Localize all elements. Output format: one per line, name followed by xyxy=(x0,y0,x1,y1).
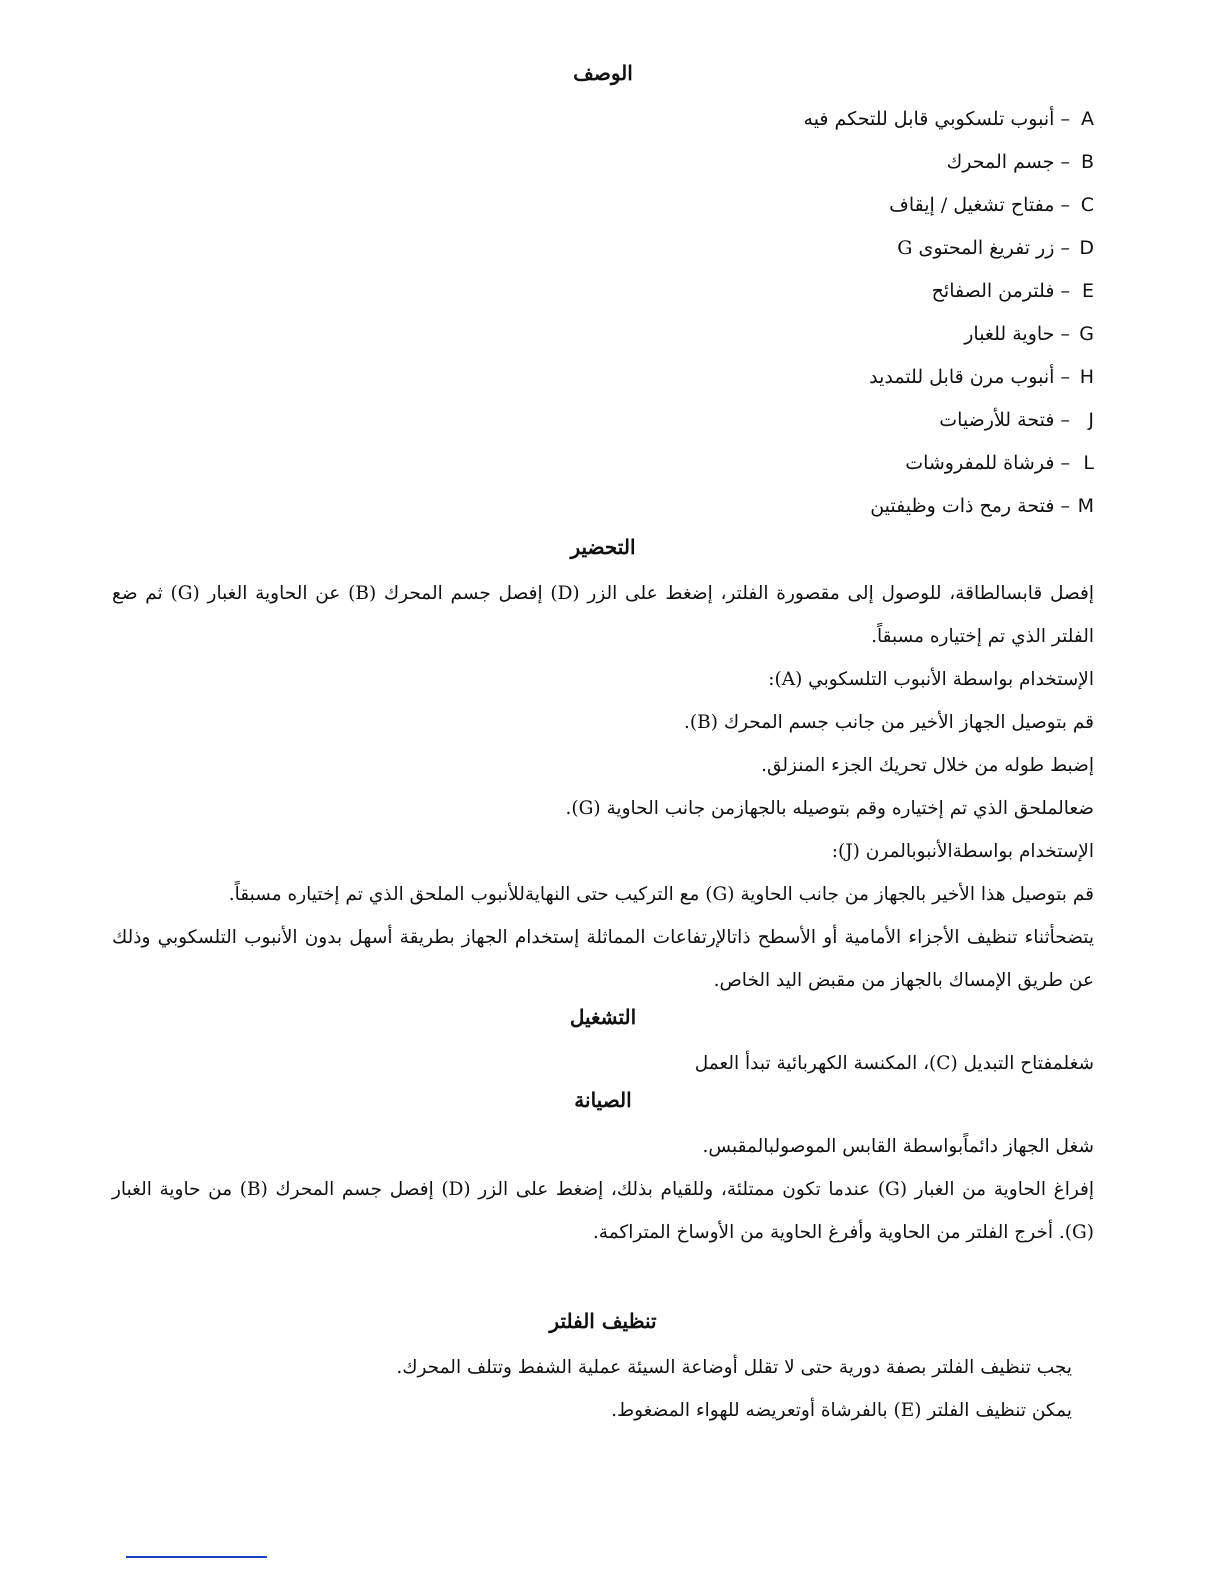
document-page xyxy=(112,58,1094,1432)
preparation-paragraph: قم بتوصيل هذا الأخير بالجهاز من جانب الحاوية (G) مع التركيب حتى النهايةللأنبوب الملحق الذي تم إختياره مسبقاً. xyxy=(228,884,1094,905)
description-item xyxy=(112,313,1094,356)
preparation-heading: التحضير xyxy=(570,535,636,559)
description-item xyxy=(112,184,1094,227)
description-heading: الوصف xyxy=(573,61,633,85)
description-item xyxy=(112,399,1094,442)
item-text: – أنبوب مرن قابل للتمديد xyxy=(869,366,1070,388)
item-letter: E xyxy=(1081,280,1094,302)
footnote-separator xyxy=(126,1556,267,1558)
filter-cleaning-block xyxy=(112,1346,1094,1432)
item-letter: J xyxy=(1088,409,1094,431)
preparation-paragraph: الإستخدام بواسطةالأنبوبالمرن (J): xyxy=(831,841,1094,862)
operation-paragraph: شغلمفتاح التبديل (C)، المكنسة الكهربائية تبدأ العمل xyxy=(694,1053,1094,1074)
item-letter: A xyxy=(1081,108,1094,130)
description-item xyxy=(112,485,1094,528)
description-item xyxy=(112,141,1094,184)
operation-heading: التشغيل xyxy=(569,1005,637,1029)
description-item xyxy=(112,270,1094,313)
item-letter: M xyxy=(1077,495,1094,517)
item-text: – فتحة رمح ذات وظيفتين xyxy=(870,495,1070,517)
item-text: – أنبوب تلسكوبي قابل للتحكم فيه xyxy=(803,108,1070,130)
maintenance-paragraph: إفراغ الحاوية من الغبار (G) عندما تكون ممتلئة، وللقيام بذلك، إضغط على الزر (D) إفصل جسم المحرك (B) من حاوية الغبار (G). أخرج الفلتر من الحاوية وأفرغ الحاوية من الأوساخ المتراكمة. xyxy=(112,1179,1095,1243)
preparation-paragraph: إضبط طوله من خلال تحريك الجزء المنزلق. xyxy=(761,755,1094,776)
maintenance-paragraph: شغل الجهاز دائماًبواسطة القابس الموصولبالمقبس. xyxy=(702,1136,1094,1157)
description-item xyxy=(112,98,1094,141)
description-item xyxy=(112,227,1094,270)
filter-cleaning-paragraph: يمكن تنظيف الفلتر (E) بالفرشاة أوتعريضه للهواء المضغوط. xyxy=(611,1400,1072,1421)
item-text: – فتحة للأرضيات xyxy=(939,409,1070,431)
item-text: – جسم المحرك xyxy=(946,151,1070,173)
item-text: – فلترمن الصفائح xyxy=(931,280,1070,302)
item-letter: B xyxy=(1080,151,1094,173)
item-letter: C xyxy=(1080,194,1094,216)
item-text: – مفتاح تشغيل / إيقاف xyxy=(889,194,1070,216)
filter-cleaning-heading: تنظيف الفلتر xyxy=(549,1309,657,1333)
item-text: – حاوية للغبار xyxy=(964,323,1070,345)
maintenance-heading: الصيانة xyxy=(574,1088,632,1112)
filter-cleaning-paragraph: يجب تنظيف الفلتر بصفة دورية حتى لا تقلل أوضاعة السيئة عملية الشفط وتتلف المحرك. xyxy=(396,1357,1072,1378)
description-item xyxy=(112,442,1094,485)
item-letter: H xyxy=(1079,366,1094,388)
description-item xyxy=(112,356,1094,399)
description-list xyxy=(112,98,1094,528)
item-letter: D xyxy=(1079,237,1094,259)
item-letter: G xyxy=(1079,323,1094,345)
preparation-paragraph: يتضحأثناء تنظيف الأجزاء الأمامية أو الأسطح ذاتالإرتفاعات المماثلة إستخدام الجهاز بطريقة أسهل بدون الأنبوب التلسكوبي وذلك عن طريق الإمساك بالجهاز من مقبض اليد الخاص. xyxy=(112,927,1094,991)
item-text: – فرشاة للمفروشات xyxy=(905,452,1070,474)
item-letter: L xyxy=(1083,452,1094,474)
preparation-paragraph: إفصل قابسالطاقة، للوصول إلى مقصورة الفلتر، إضغط على الزر (D) إفصل جسم المحرك (B) عن الحاوية الغبار (G) ثم ضع الفلتر الذي تم إختياره مسبقاً. xyxy=(112,583,1094,647)
preparation-paragraph: قم بتوصيل الجهاز الأخير من جانب جسم المحرك (B). xyxy=(684,712,1094,733)
item-text: – زر تفريغ المحتوى G xyxy=(897,237,1070,259)
preparation-paragraph: الإستخدام بواسطة الأنبوب التلسكوبي (A): xyxy=(768,669,1094,690)
preparation-paragraph: ضعالملحق الذي تم إختياره وقم بتوصيله بالجهازمن جانب الحاوية (G). xyxy=(565,798,1094,819)
